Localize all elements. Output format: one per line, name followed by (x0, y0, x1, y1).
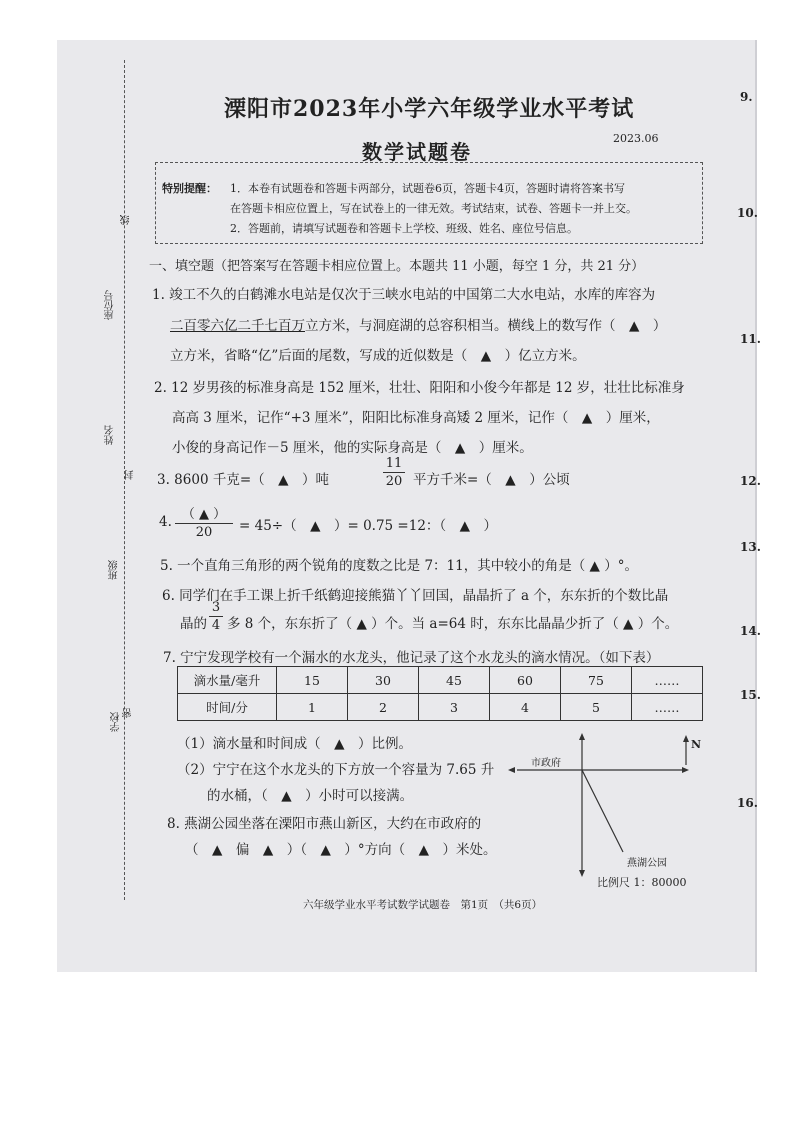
table-cell: 45 (419, 667, 490, 694)
question-1-line-3: 立方米，省略“亿”后面的尾数，写成的近似数是（ ▲ ）亿立方米。 (170, 348, 586, 364)
question-1-line-1: 1. 竣工不久的白鹤滩水电站是仅次于三峡水电站的中国第二大水电站，水库的库容为 (152, 287, 656, 303)
table-cell: 2 (348, 694, 419, 721)
notice-label: 特别提醒： (162, 182, 217, 195)
question-3-part-a: 3. 8600 千克=（ ▲ ）吨 (157, 472, 330, 488)
question-7-sub-2-line-2: 的水桶，（ ▲ ）小时可以接满。 (207, 788, 414, 804)
seat-number-label: 座位号 (105, 290, 116, 320)
question-6-numerator: 3 (211, 600, 221, 615)
next-page-edge (755, 40, 757, 972)
table-cell: 60 (490, 667, 561, 694)
question-6-line-1: 6. 同学们在手工课上折千纸鹤迎接熊猫丫丫回国，晶晶折了 a 个，东东折的个数比晶 (162, 588, 669, 604)
class-label: 班级 (109, 560, 120, 580)
notice-line-2: 在答题卡相应位置上，写在试卷上的一律无效。考试结束，试卷、答题卡一并上交。 (230, 202, 637, 215)
table-cell: 75 (561, 667, 632, 694)
page-footer: 六年级学业水平考试数学试题卷 第1页 （共6页） (303, 899, 543, 911)
seal-text-xian: 线 (121, 215, 132, 225)
drip-table (177, 666, 703, 721)
question-4-label: 4. (159, 514, 172, 530)
next-page-q10: 10. (737, 206, 758, 220)
question-8-line-2: （ ▲ 偏 ▲ ）（ ▲ ）°方向（ ▲ ）米处。 (185, 842, 497, 858)
table-cell: …… (632, 694, 703, 721)
exam-title: 溧阳市2023年小学六年级学业水平考试 (224, 96, 635, 122)
next-page-q9: 9. (740, 90, 753, 104)
question-1-underlined-number: 二百零六亿二千七百万 (170, 318, 305, 334)
school-label: 学校 (111, 712, 122, 732)
question-1-line-2-rest: 立方米，与洞庭湖的总容积相当。横线上的数写作（ ▲ ） (305, 318, 667, 334)
question-4-fraction (175, 503, 233, 540)
map-label-city-hall: 市政府 (531, 758, 561, 769)
section-heading: 一、填空题（把答案写在答题卡相应位置上。本题共 11 小题，每空 1 分，共 21 分） (149, 259, 645, 274)
south-arrowhead (579, 870, 585, 877)
east-arrowhead (682, 767, 689, 773)
question-6-denominator: 4 (211, 618, 221, 633)
exam-subtitle: 数学试题卷 (362, 140, 472, 164)
north-arrowhead (579, 733, 585, 740)
notice-line-1: 1．本卷有试题卷和答题卡两部分，试题卷6页，答题卡4页，答题时请将答案书写 (230, 182, 625, 195)
question-4-denominator: 20 (195, 525, 213, 540)
question-3-numerator: 11 (385, 456, 403, 471)
question-8-line-1: 8. 燕湖公园坐落在溧阳市燕山新区，大约在市政府的 (167, 816, 482, 832)
table-cell: 15 (277, 667, 348, 694)
question-3-fraction (383, 456, 405, 489)
question-2-line-3: 小俊的身高记作－5 厘米，他的实际身高是（ ▲ ）厘米。 (172, 440, 533, 456)
question-3-part-b: 平方千米=（ ▲ ）公顷 (413, 472, 570, 488)
question-2-line-2: 高高 3 厘米，记作“+3 厘米”，阳阳比标准身高矮 2 厘米，记作（ ▲ ）厘米， (172, 410, 660, 426)
next-page-q14: 14. (740, 624, 761, 638)
table-cell: …… (632, 667, 703, 694)
question-4-numerator: （ ▲ ） (181, 507, 227, 522)
next-page-q13: 13. (740, 540, 761, 554)
bearing-line (582, 770, 623, 852)
table-cell: 4 (490, 694, 561, 721)
west-arrowhead (508, 767, 515, 773)
seal-text-feng: 封 (125, 470, 136, 480)
seal-text-mi: 密 (123, 708, 134, 718)
table-row (178, 667, 703, 694)
question-1-line-2 (170, 314, 666, 334)
question-3-denominator: 20 (385, 474, 403, 489)
question-4-rest: = 45÷（ ▲ ）= 0.75 =12：（ ▲ ） (239, 518, 498, 534)
question-6-fraction (209, 600, 223, 633)
binding-margin-line (124, 60, 125, 900)
table-cell: 30 (348, 667, 419, 694)
north-indicator-arrow (683, 735, 689, 742)
question-7: 7. 宁宁发现学校有一个漏水的水龙头，他记录了这个水龙头的滴水情况。（如下表） (163, 650, 660, 666)
table-cell: 3 (419, 694, 490, 721)
map-label-park: 燕湖公园 (627, 858, 667, 869)
table-row (178, 694, 703, 721)
question-5: 5. 一个直角三角形的两个锐角的度数之比是 7：11，其中较小的角是（ ▲ ）°。 (160, 558, 638, 574)
question-6-line-2-rest: 多 8 个，东东折了（ ▲ ）个。当 a=64 时，东东比晶晶少折了（ ▲ ）个。 (227, 616, 679, 632)
notice-box (155, 162, 703, 244)
notice-line-3: 2．答题前，请填写试题卷和答题卡上学校、班级、姓名、座位号信息。 (230, 222, 578, 235)
photo-background (57, 40, 761, 972)
question-7-sub-2-line-1: （2）宁宁在这个水龙头的下方放一个容量为 7.65 升 (177, 762, 495, 778)
question-2-line-1: 2. 12 岁男孩的标准身高是 152 厘米，壮壮、阳阳和小俊今年都是 12 岁，壮壮比标准身 (154, 380, 685, 396)
table-header-cell: 滴水量/毫升 (178, 667, 277, 694)
next-page-q15: 15. (740, 688, 761, 702)
table-cell: 5 (561, 694, 632, 721)
table-cell: 1 (277, 694, 348, 721)
map-scale: 比例尺 1：80000 (597, 876, 687, 889)
next-page-q12: 12. (740, 474, 761, 488)
exam-date: 2023.06 (613, 132, 659, 145)
question-6-line-2-start: 晶的 (180, 616, 207, 632)
name-label: 姓名 (105, 425, 116, 445)
question-7-sub-1: （1）滴水量和时间成（ ▲ ）比例。 (177, 736, 412, 752)
table-header-cell: 时间/分 (178, 694, 277, 721)
exam-paper (57, 40, 755, 972)
next-page-q11: 11. (740, 332, 761, 346)
north-label: N (691, 738, 702, 751)
next-page-q16: 16. (737, 796, 758, 810)
direction-map (507, 730, 707, 880)
